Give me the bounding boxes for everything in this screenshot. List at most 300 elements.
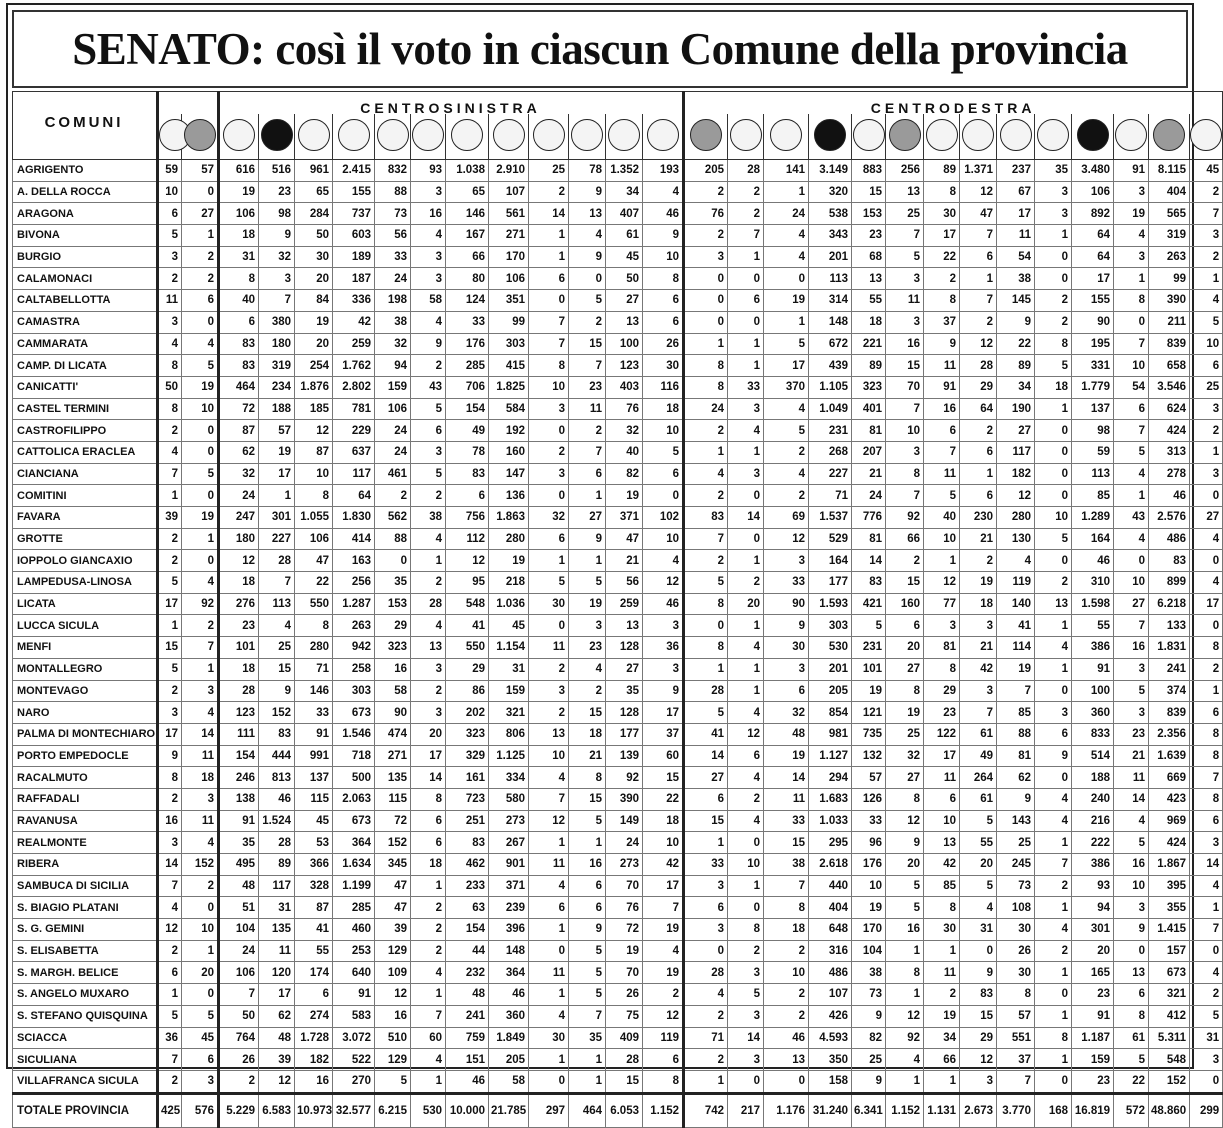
vote-count: 1.036	[489, 593, 529, 615]
party-logo-cell	[569, 114, 606, 160]
vote-count: 11	[529, 854, 569, 876]
vote-count: 14	[411, 767, 446, 789]
vote-count: 94	[375, 355, 411, 377]
vote-count: 1	[569, 485, 606, 507]
vote-count: 205	[489, 1049, 529, 1071]
vote-count: 11	[259, 940, 295, 962]
vote-count: 15	[886, 572, 924, 594]
party-logo-cell	[997, 114, 1035, 160]
vote-count: 6	[643, 1049, 684, 1071]
vote-count: 241	[1149, 658, 1190, 680]
vote-count: 371	[489, 875, 529, 897]
vote-count: 1	[1035, 225, 1072, 247]
vote-count: 3	[684, 246, 728, 268]
vote-count: 3	[924, 615, 960, 637]
vote-count: 2	[764, 441, 809, 463]
vote-count: 89	[852, 355, 886, 377]
vote-count: 76	[606, 897, 643, 919]
comune-name: GROTTE	[13, 528, 158, 550]
vote-count: 3	[728, 962, 764, 984]
vote-count: 7	[886, 398, 924, 420]
vote-count: 0	[960, 940, 997, 962]
vote-count: 57	[259, 420, 295, 442]
vote-count: 4	[529, 875, 569, 897]
vote-count: 239	[489, 897, 529, 919]
vote-count: 6	[1114, 984, 1149, 1006]
vote-count: 10	[764, 962, 809, 984]
vote-count: 76	[606, 398, 643, 420]
comune-name: CASTROFILIPPO	[13, 420, 158, 442]
vote-count: 18	[219, 658, 259, 680]
vote-count: 60	[643, 745, 684, 767]
vote-count: 164	[809, 550, 852, 572]
vote-count: 8	[1114, 1005, 1149, 1027]
vote-count: 7	[1114, 333, 1149, 355]
vote-count: 30	[529, 1027, 569, 1049]
vote-count: 45	[182, 1027, 219, 1049]
vote-count: 1	[1035, 962, 1072, 984]
vote-count: 8	[684, 355, 728, 377]
vote-count: 17	[924, 745, 960, 767]
vote-count: 2	[158, 788, 182, 810]
vote-count: 23	[924, 702, 960, 724]
vote-count: 163	[333, 550, 375, 572]
comune-name: S. ANGELO MUXARO	[13, 984, 158, 1006]
vote-count: 155	[333, 181, 375, 203]
vote-count: 254	[295, 355, 333, 377]
vote-count: 57	[852, 767, 886, 789]
vote-count: 33	[375, 246, 411, 268]
vote-count: 130	[997, 528, 1035, 550]
party-logo-17-icon	[770, 119, 802, 151]
vote-count: 366	[295, 854, 333, 876]
vote-count: 4	[411, 528, 446, 550]
vote-count: 3	[684, 875, 728, 897]
vote-count: 67	[997, 181, 1035, 203]
vote-count: 464	[569, 1093, 606, 1127]
vote-count: 273	[606, 854, 643, 876]
vote-count: 314	[809, 290, 852, 312]
vote-count: 15	[606, 1070, 643, 1093]
vote-count: 75	[606, 1005, 643, 1027]
vote-count: 548	[446, 593, 489, 615]
vote-count: 1	[924, 1070, 960, 1093]
vote-count: 230	[960, 507, 997, 529]
vote-count: 106	[219, 203, 259, 225]
vote-count: 40	[924, 507, 960, 529]
vote-count: 4	[411, 615, 446, 637]
vote-count: 3	[886, 268, 924, 290]
vote-count: 106	[295, 528, 333, 550]
vote-count: 319	[1149, 225, 1190, 247]
vote-count: 11	[886, 290, 924, 312]
vote-count: 6	[411, 832, 446, 854]
vote-count: 278	[1149, 463, 1190, 485]
vote-count: 2	[569, 680, 606, 702]
vote-count: 8	[158, 398, 182, 420]
vote-count: 37	[997, 1049, 1035, 1071]
vote-count: 50	[606, 268, 643, 290]
table-row	[13, 355, 1223, 377]
vote-count: 8.115	[1149, 160, 1190, 182]
vote-count: 1	[182, 225, 219, 247]
party-logo-cell	[1149, 114, 1190, 160]
comune-name: RAFFADALI	[13, 788, 158, 810]
vote-count: 198	[375, 290, 411, 312]
vote-count: 46	[1149, 485, 1190, 507]
table-row	[13, 398, 1223, 420]
vote-count: 49	[446, 420, 489, 442]
vote-count: 23	[852, 225, 886, 247]
vote-count: 9	[764, 615, 809, 637]
vote-count: 11	[569, 398, 606, 420]
vote-count: 1.593	[809, 593, 852, 615]
vote-count: 148	[489, 940, 529, 962]
vote-count: 1.598	[1072, 593, 1114, 615]
vote-count: 100	[1072, 680, 1114, 702]
vote-count: 35	[375, 572, 411, 594]
vote-count: 6	[158, 203, 182, 225]
vote-count: 4	[411, 962, 446, 984]
comune-name: IOPPOLO GIANCAXIO	[13, 550, 158, 572]
vote-count: 7	[569, 441, 606, 463]
vote-count: 7	[529, 333, 569, 355]
vote-count: 444	[259, 745, 295, 767]
vote-count: 5	[158, 225, 182, 247]
table-row	[13, 875, 1223, 897]
comune-name: CANICATTI'	[13, 376, 158, 398]
vote-count: 207	[852, 441, 886, 463]
centrodestra-header: CENTRODESTRA	[684, 92, 1223, 115]
vote-count: 3	[411, 181, 446, 203]
vote-count: 167	[446, 225, 489, 247]
vote-count: 395	[1149, 875, 1190, 897]
vote-count: 48	[259, 1027, 295, 1049]
vote-count: 0	[1035, 550, 1072, 572]
vote-count: 12	[886, 1005, 924, 1027]
vote-count: 40	[606, 441, 643, 463]
vote-count: 7	[1114, 420, 1149, 442]
vote-count: 72	[606, 919, 643, 941]
vote-count: 1	[1114, 268, 1149, 290]
vote-count: 2	[924, 268, 960, 290]
vote-count: 1	[728, 355, 764, 377]
party-logo-8-icon	[412, 119, 444, 151]
vote-count: 5.229	[219, 1093, 259, 1127]
vote-count: 5.311	[1149, 1027, 1190, 1049]
vote-count: 425	[158, 1093, 182, 1127]
vote-count: 85	[924, 875, 960, 897]
party-logo-12-icon	[571, 119, 603, 151]
vote-count: 2	[411, 355, 446, 377]
vote-count: 6.218	[1149, 593, 1190, 615]
comune-name: LAMPEDUSA-LINOSA	[13, 572, 158, 594]
vote-count: 259	[606, 593, 643, 615]
vote-count: 961	[295, 160, 333, 182]
vote-count: 8	[924, 658, 960, 680]
vote-count: 21	[1114, 745, 1149, 767]
vote-count: 16	[924, 398, 960, 420]
vote-count: 2	[960, 311, 997, 333]
vote-count: 2	[411, 919, 446, 941]
vote-count: 1	[569, 1070, 606, 1093]
table-row	[13, 962, 1223, 984]
vote-count: 6	[643, 290, 684, 312]
vote-count: 20	[728, 593, 764, 615]
vote-count: 4	[569, 658, 606, 680]
vote-count: 193	[643, 160, 684, 182]
vote-count: 319	[259, 355, 295, 377]
vote-count: 6	[684, 788, 728, 810]
vote-count: 2	[529, 441, 569, 463]
vote-count: 10	[924, 528, 960, 550]
vote-count: 7	[886, 485, 924, 507]
table-row	[13, 441, 1223, 463]
vote-count: 414	[333, 528, 375, 550]
vote-count: 4.593	[809, 1027, 852, 1049]
vote-count: 4	[960, 897, 997, 919]
vote-count: 1	[1190, 680, 1223, 702]
table-row	[13, 615, 1223, 637]
vote-count: 128	[606, 637, 643, 659]
vote-count: 58	[411, 290, 446, 312]
vote-count: 8	[924, 897, 960, 919]
vote-count: 92	[606, 767, 643, 789]
vote-count: 1	[1035, 1005, 1072, 1027]
vote-count: 0	[529, 1070, 569, 1093]
vote-count: 47	[375, 875, 411, 897]
vote-count: 412	[1149, 1005, 1190, 1027]
vote-count: 188	[259, 398, 295, 420]
vote-count: 2	[728, 940, 764, 962]
vote-count: 31	[1190, 1027, 1223, 1049]
vote-count: 551	[997, 1027, 1035, 1049]
vote-count: 71	[295, 658, 333, 680]
vote-count: 8	[219, 268, 259, 290]
vote-count: 2	[960, 420, 997, 442]
vote-count: 160	[489, 441, 529, 463]
table-row	[13, 160, 1223, 182]
vote-count: 8	[1190, 745, 1223, 767]
vote-count: 7	[1190, 767, 1223, 789]
table-body	[13, 160, 1223, 1128]
vote-count: 205	[684, 160, 728, 182]
vote-count: 522	[333, 1049, 375, 1071]
vote-count: 41	[997, 615, 1035, 637]
vote-count: 404	[809, 897, 852, 919]
vote-count: 303	[333, 680, 375, 702]
vote-count: 10	[852, 875, 886, 897]
vote-count: 17	[924, 225, 960, 247]
vote-count: 15	[886, 355, 924, 377]
vote-count: 14	[684, 745, 728, 767]
ungrouped-header	[158, 92, 219, 115]
vote-count: 1	[411, 1070, 446, 1093]
vote-count: 8	[728, 919, 764, 941]
vote-count: 61	[606, 225, 643, 247]
vote-count: 0	[684, 290, 728, 312]
vote-count: 0	[728, 311, 764, 333]
table-row	[13, 225, 1223, 247]
vote-count: 119	[643, 1027, 684, 1049]
vote-count: 5	[886, 875, 924, 897]
vote-count: 3	[182, 680, 219, 702]
vote-count: 2	[684, 1049, 728, 1071]
vote-count: 669	[1149, 767, 1190, 789]
vote-count: 2	[1190, 984, 1223, 1006]
vote-count: 70	[606, 962, 643, 984]
vote-count: 66	[924, 1049, 960, 1071]
vote-count: 12	[764, 528, 809, 550]
vote-count: 343	[809, 225, 852, 247]
vote-count: 380	[259, 311, 295, 333]
vote-count: 17	[411, 745, 446, 767]
vote-count: 231	[852, 637, 886, 659]
vote-count: 510	[375, 1027, 411, 1049]
vote-count: 19	[219, 181, 259, 203]
vote-count: 706	[446, 376, 489, 398]
vote-count: 4	[1190, 290, 1223, 312]
vote-count: 25	[852, 1049, 886, 1071]
vote-count: 16	[375, 658, 411, 680]
vote-count: 90	[764, 593, 809, 615]
vote-count: 2	[764, 940, 809, 962]
vote-count: 14	[1114, 788, 1149, 810]
vote-count: 182	[997, 463, 1035, 485]
party-logo-23-icon	[1000, 119, 1032, 151]
vote-count: 231	[809, 420, 852, 442]
vote-count: 2.673	[960, 1093, 997, 1127]
vote-count: 3.149	[809, 160, 852, 182]
vote-count: 9	[924, 333, 960, 355]
vote-count: 4	[411, 225, 446, 247]
vote-count: 117	[259, 875, 295, 897]
vote-count: 59	[158, 160, 182, 182]
vote-count: 4	[1035, 637, 1072, 659]
vote-count: 5	[158, 1005, 182, 1027]
vote-count: 2.415	[333, 160, 375, 182]
vote-count: 7	[158, 463, 182, 485]
vote-count: 65	[295, 181, 333, 203]
vote-count: 12	[924, 572, 960, 594]
vote-count: 111	[219, 723, 259, 745]
vote-count: 17	[259, 984, 295, 1006]
vote-count: 1	[529, 919, 569, 941]
vote-count: 1	[684, 832, 728, 854]
vote-count: 168	[1035, 1093, 1072, 1127]
vote-count: 6	[764, 680, 809, 702]
vote-count: 192	[489, 420, 529, 442]
vote-count: 15	[569, 702, 606, 724]
vote-count: 20	[1072, 940, 1114, 962]
vote-count: 126	[852, 788, 886, 810]
vote-count: 25	[259, 637, 295, 659]
vote-count: 24	[375, 420, 411, 442]
vote-count: 313	[1149, 441, 1190, 463]
vote-count: 3	[1114, 181, 1149, 203]
vote-count: 424	[1149, 420, 1190, 442]
vote-count: 24	[852, 485, 886, 507]
vote-count: 30	[997, 919, 1035, 941]
vote-count: 187	[333, 268, 375, 290]
vote-count: 1.825	[489, 376, 529, 398]
vote-count: 141	[764, 160, 809, 182]
vote-count: 323	[852, 376, 886, 398]
comune-name: NARO	[13, 702, 158, 724]
vote-count: 4	[1190, 875, 1223, 897]
vote-count: 19	[764, 290, 809, 312]
vote-count: 116	[643, 376, 684, 398]
vote-count: 1.867	[1149, 854, 1190, 876]
vote-count: 5	[182, 1005, 219, 1027]
vote-count: 91	[295, 723, 333, 745]
vote-count: 1	[764, 181, 809, 203]
vote-count: 14	[1190, 854, 1223, 876]
vote-count: 100	[606, 333, 643, 355]
vote-count: 1	[924, 550, 960, 572]
vote-count: 241	[446, 1005, 489, 1027]
comune-name: S. MARGH. BELICE	[13, 962, 158, 984]
vote-count: 3	[684, 919, 728, 941]
vote-count: 718	[333, 745, 375, 767]
vote-count: 13	[924, 832, 960, 854]
vote-count: 1.152	[886, 1093, 924, 1127]
vote-count: 1.352	[606, 160, 643, 182]
vote-count: 83	[446, 832, 489, 854]
vote-count: 21.785	[489, 1093, 529, 1127]
comune-name: CALAMONACI	[13, 268, 158, 290]
vote-count: 1.038	[446, 160, 489, 182]
vote-count: 6.341	[852, 1093, 886, 1127]
vote-count: 1.683	[809, 788, 852, 810]
vote-count: 737	[333, 203, 375, 225]
vote-count: 120	[259, 962, 295, 984]
vote-count: 73	[997, 875, 1035, 897]
vote-count: 759	[446, 1027, 489, 1049]
vote-count: 70	[606, 875, 643, 897]
party-logo-22-icon	[962, 119, 994, 151]
vote-count: 58	[375, 680, 411, 702]
comune-name: AGRIGENTO	[13, 160, 158, 182]
vote-count: 83	[219, 355, 259, 377]
vote-count: 2	[1035, 311, 1072, 333]
vote-count: 78	[446, 441, 489, 463]
vote-count: 1	[886, 940, 924, 962]
vote-count: 21	[960, 637, 997, 659]
vote-count: 616	[219, 160, 259, 182]
vote-count: 4	[1114, 528, 1149, 550]
vote-count: 0	[1190, 1070, 1223, 1093]
table-row	[13, 550, 1223, 572]
vote-count: 6	[529, 268, 569, 290]
vote-count: 1	[1035, 832, 1072, 854]
vote-count: 26	[606, 984, 643, 1006]
party-logo-18-icon	[814, 119, 846, 151]
vote-count: 2	[1190, 181, 1223, 203]
vote-count: 2	[569, 420, 606, 442]
vote-count: 46	[259, 788, 295, 810]
vote-count: 0	[375, 550, 411, 572]
vote-count: 227	[809, 463, 852, 485]
vote-count: 16	[375, 1005, 411, 1027]
vote-count: 28	[606, 1049, 643, 1071]
vote-count: 28	[259, 550, 295, 572]
vote-count: 25	[1190, 376, 1223, 398]
vote-count: 1	[259, 485, 295, 507]
table-row	[13, 788, 1223, 810]
vote-count: 7	[158, 875, 182, 897]
vote-count: 161	[446, 767, 489, 789]
